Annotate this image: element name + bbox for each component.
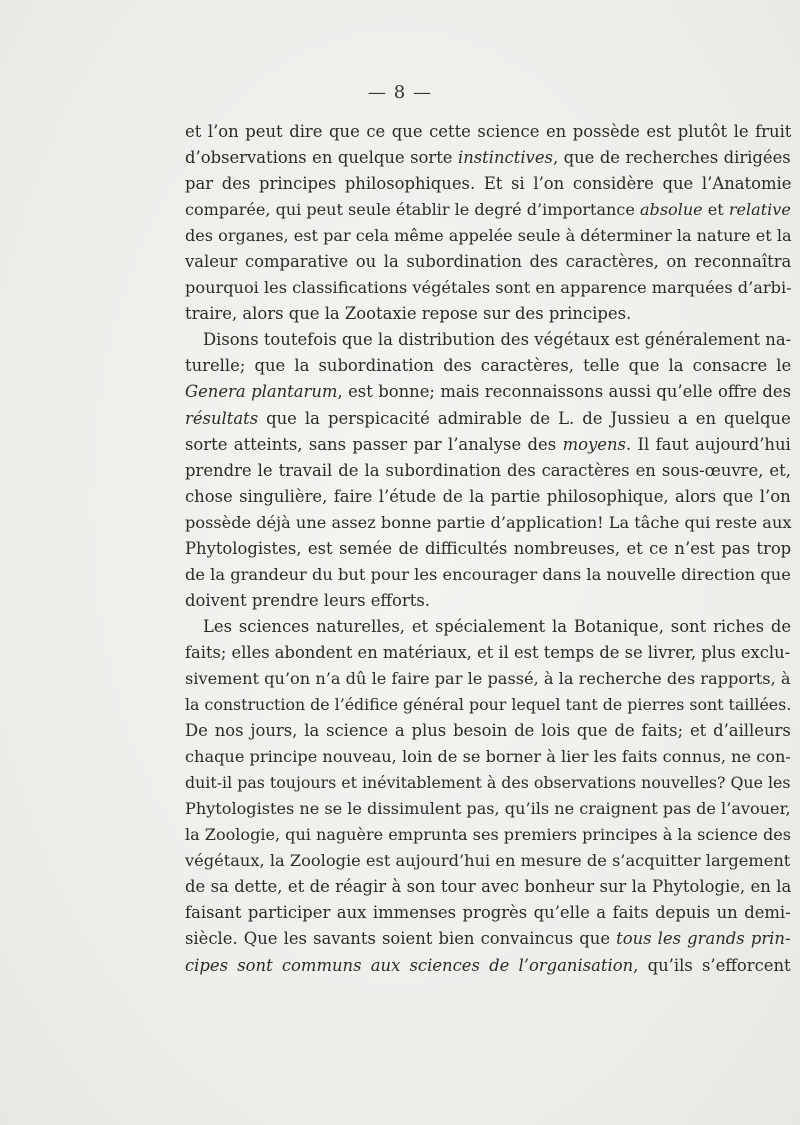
text-line	[185, 301, 795, 327]
text-segment: comparée, qui peut seule établir le degré d’importance	[185, 200, 640, 220]
text-line	[185, 275, 795, 301]
text-line	[185, 562, 795, 588]
text-line	[185, 353, 795, 379]
text-segment: chose singulière, faire l’étude de la partie philosophique, alors que l’on	[185, 486, 791, 506]
italic-text: absolue	[639, 200, 703, 220]
text-line	[185, 926, 795, 952]
italic-text: cipes sont communs aux sciences de l’organisation	[185, 955, 634, 975]
text-line	[185, 484, 795, 510]
text-line	[185, 666, 795, 692]
text-line	[185, 744, 795, 770]
text-line	[185, 614, 795, 640]
text-segment: faisant participer aux immenses progrès qu’elle a faits depuis un demi-	[185, 903, 791, 923]
text-line	[185, 953, 795, 979]
text-line	[185, 692, 795, 718]
text-segment: par des principes philosophiques. Et si l’on considère que l’Anatomie	[185, 174, 792, 194]
text-line	[185, 327, 795, 353]
text-line	[185, 588, 795, 614]
text-segment: la Zoologie, qui naguère emprunta ses premiers principes à la science des	[185, 825, 791, 845]
text-line	[185, 197, 795, 223]
text-segment: faits; elles abondent en matériaux, et il est temps de se livrer, plus exclu-	[185, 642, 791, 662]
text-line	[185, 458, 795, 484]
text-line	[185, 379, 795, 405]
text-segment: duit-il pas toujours et inévitablement à des observations nouvelles? Que les	[185, 773, 791, 793]
text-line	[185, 848, 795, 874]
text-line	[185, 406, 795, 432]
text-segment: siècle. Que les savants soient bien convaincus que	[185, 929, 617, 949]
text-segment: que la perspicacité admirable de L. de Jussieu a en quelque	[258, 408, 791, 428]
text-segment: des organes, est par cela même appelée seule à déterminer la nature et la	[185, 226, 792, 246]
text-segment: Disons toutefois que la distribution des végétaux est généralement na-	[203, 330, 792, 350]
text-line	[185, 145, 795, 171]
italic-text: instinctives	[457, 148, 553, 168]
text-line	[185, 432, 795, 458]
text-line	[185, 119, 795, 145]
page-number: — 8 —	[368, 82, 432, 103]
text-segment: pourquoi les classifications végétales sont en apparence marquées d’arbi-	[185, 278, 792, 298]
text-segment: , qu’ils s’efforcent	[633, 955, 791, 975]
italic-text: Genera plantarum	[185, 382, 338, 402]
text-line	[185, 770, 795, 796]
text-line	[185, 223, 795, 249]
text-segment: , que de recherches dirigées	[552, 148, 791, 168]
text-line	[185, 900, 795, 926]
text-segment: possède déjà une assez bonne partie d’application! La tâche qui reste aux	[185, 512, 792, 532]
body-text	[185, 119, 795, 979]
italic-text: tous les grands prin-	[616, 929, 791, 949]
italic-text: moyens	[562, 434, 626, 454]
text-segment: Phytologistes ne se le dissimulent pas, qu’ils ne craignent pas de l’avouer,	[185, 799, 791, 819]
text-segment: . Il faut aujourd’hui	[625, 434, 791, 454]
text-line	[185, 640, 795, 666]
text-segment: et l’on peut dire que ce que cette science en possède est plutôt le fruit	[185, 122, 792, 141]
text-segment: valeur comparative ou la subordination des caractères, on reconnaîtra	[185, 252, 792, 272]
text-segment: sorte atteints, sans passer par l’analyse des	[185, 434, 563, 454]
text-segment: de sa dette, et de réagir à son tour avec bonheur sur la Phytologie, en la	[185, 877, 792, 897]
text-segment: doivent prendre leurs efforts.	[185, 590, 430, 610]
text-segment: chaque principe nouveau, loin de se borner à lier les faits connus, ne con-	[185, 747, 791, 767]
text-line	[185, 249, 795, 275]
text-segment: d’observations en quelque sorte	[185, 148, 458, 168]
text-line	[185, 796, 795, 822]
text-segment: la construction de l’édifice général pour lequel tant de pierres sont taillées.	[185, 695, 792, 715]
text-line	[185, 874, 795, 900]
text-segment: De nos jours, la science a plus besoin de lois que de faits; et d’ailleurs	[185, 721, 791, 741]
text-segment: sivement qu’on n’a dû le faire par le passé, à la recherche des rapports, à	[185, 668, 791, 688]
text-segment: et	[702, 200, 729, 220]
italic-text: relative	[728, 200, 791, 220]
text-segment: , est bonne; mais reconnaissons aussi qu’elle offre des	[337, 382, 792, 402]
text-segment: végétaux, la Zoologie est aujourd’hui en mesure de s’acquitter largement	[185, 851, 791, 871]
text-segment: Les sciences naturelles, et spécialement la Botanique, sont riches de	[203, 616, 792, 636]
text-line	[185, 510, 795, 536]
text-line	[185, 171, 795, 197]
text-segment: turelle; que la subordination des caractères, telle que la consacre le	[185, 356, 792, 376]
text-segment: de la grandeur du but pour les encourager dans la nouvelle direction que	[185, 564, 791, 584]
text-line	[185, 536, 795, 562]
text-line	[185, 718, 795, 744]
text-segment: prendre le travail de la subordination des caractères en sous-œuvre, et,	[185, 460, 791, 480]
text-segment: Phytologistes, est semée de difficultés nombreuses, et ce n’est pas trop	[185, 538, 792, 558]
italic-text: résultats	[185, 408, 259, 428]
text-segment: traire, alors que la Zootaxie repose sur des principes.	[185, 304, 632, 324]
text-line	[185, 822, 795, 848]
